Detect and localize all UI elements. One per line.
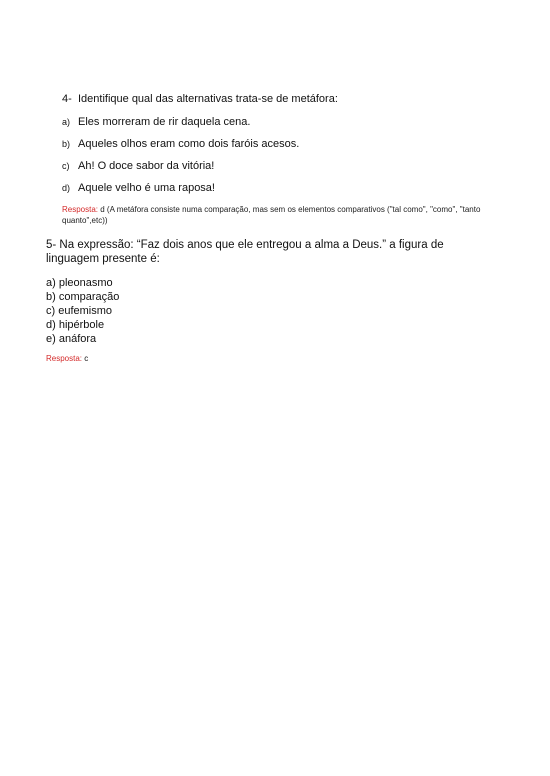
question-5-option-c: c) eufemismo [46, 305, 113, 317]
answer-text: d (A metáfora consiste numa comparação, mas sem os elementos comparativos ("tal como", "como", "tanto quanto",etc)) [62, 205, 481, 225]
question-4-option-a [62, 116, 250, 128]
option-text: Aqueles olhos eram como dois faróis acesos. [78, 138, 300, 150]
option-text: Aquele velho é uma raposa! [78, 182, 215, 194]
answer-label: Resposta: [62, 205, 99, 214]
option-text: Eles morreram de rir daquela cena. [78, 116, 251, 128]
question-4-text: Identifique qual das alternativas trata-se de metáfora: [78, 93, 338, 105]
option-letter: a) [62, 117, 71, 127]
question-4-answer [62, 204, 502, 226]
question-4-option-d [62, 182, 215, 194]
question-5-option-d: d) hipérbole [46, 319, 105, 331]
question-5-option-b: b) comparação [46, 291, 120, 303]
question-4-prompt [62, 93, 338, 105]
question-5-option-e: e) anáfora [46, 333, 97, 345]
option-text: Ah! O doce sabor da vitória! [78, 160, 215, 172]
question-4-number: 4- [62, 93, 72, 105]
question-4-option-b [62, 138, 299, 150]
question-5-answer [46, 354, 88, 363]
question-5-prompt: 5- Na expressão: “Faz dois anos que ele entregou a alma a Deus.” a figura de linguagem presente é: [46, 239, 444, 265]
option-letter: d) [62, 183, 71, 193]
option-letter: b) [62, 139, 71, 149]
question-5-options [46, 276, 119, 346]
option-letter: c) [62, 161, 70, 171]
question-4-option-c [62, 160, 214, 172]
answer-label: Resposta: [46, 354, 83, 363]
question-5-option-a: a) pleonasmo [46, 277, 113, 289]
answer-text: c [82, 354, 89, 363]
